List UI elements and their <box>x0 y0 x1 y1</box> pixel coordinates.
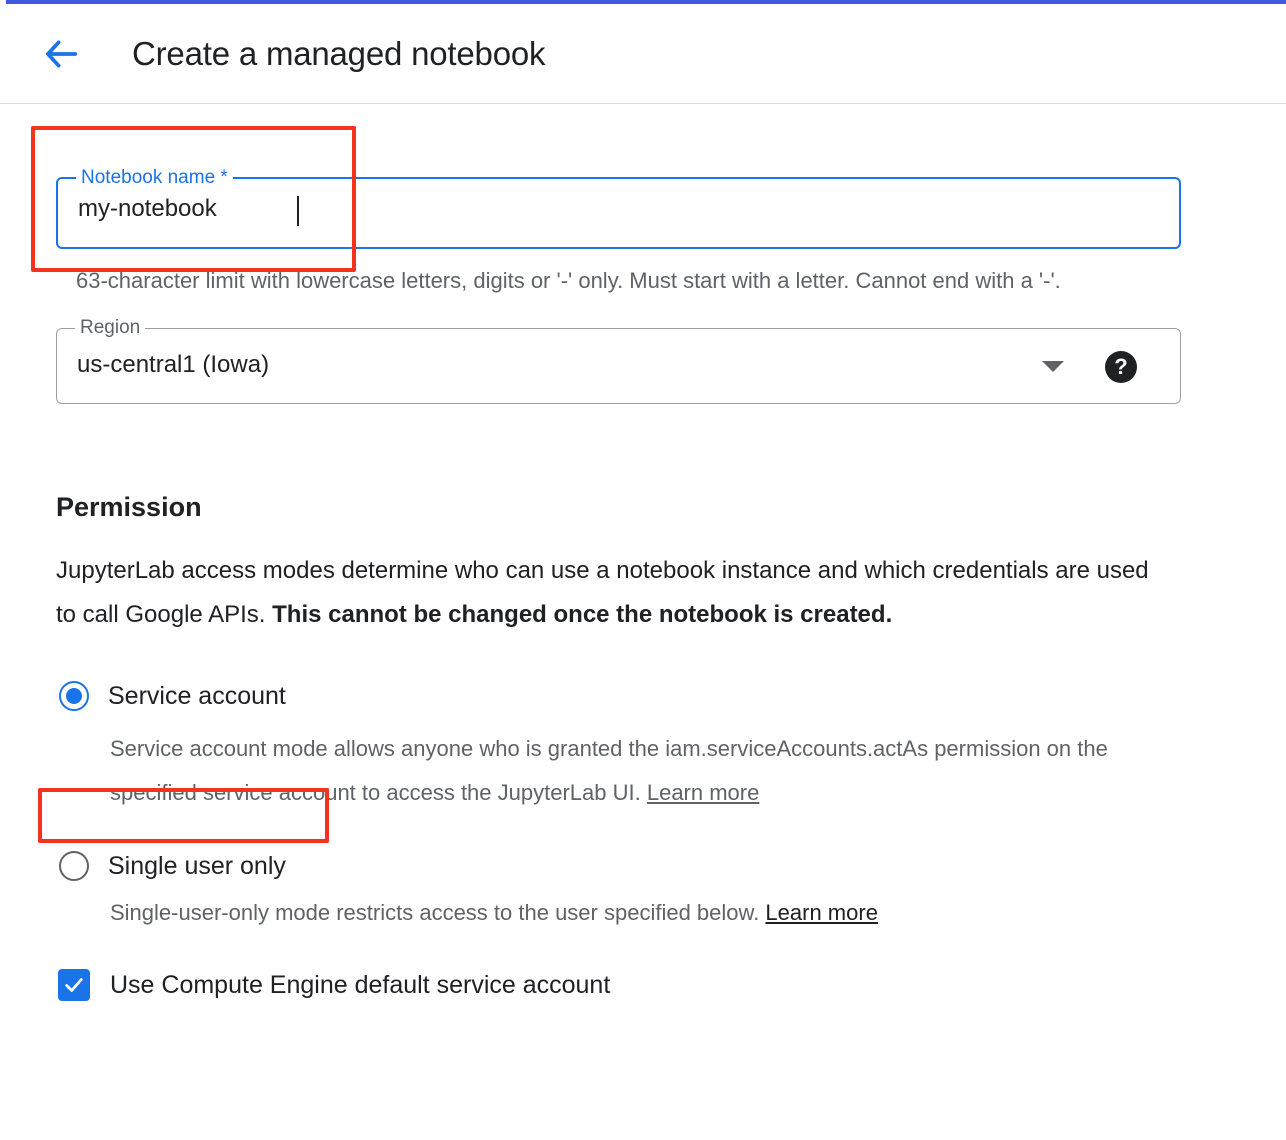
radio-inner-dot <box>66 688 82 704</box>
region-select[interactable] <box>56 317 1181 404</box>
permission-section-title: Permission <box>56 492 202 522</box>
notebook-name-helper-text: 63-character limit with lowercase letters, digits or '-' only. Must start with a letter. Cannot end with a '-'. <box>76 268 1061 293</box>
notebook-name-input[interactable] <box>78 195 1128 223</box>
notebook-name-field[interactable] <box>56 167 1181 249</box>
radio-button-single-user[interactable] <box>59 851 89 881</box>
default-service-account-row[interactable] <box>56 969 1286 1001</box>
region-select-wrapper <box>56 317 1181 404</box>
radio-button-service-account[interactable] <box>59 681 89 711</box>
learn-more-link-service-account[interactable]: Learn more <box>646 780 760 805</box>
checkbox-default-service-account[interactable] <box>58 969 90 1001</box>
checkbox-label-default-service-account: Use Compute Engine default service account <box>110 970 611 999</box>
text-caret <box>297 196 299 226</box>
permission-description <box>56 549 1166 637</box>
radio-option-service-account[interactable] <box>56 671 326 721</box>
help-icon[interactable]: ? <box>1105 351 1137 383</box>
permission-description-bold: This cannot be changed once the notebook is created. <box>272 601 893 628</box>
page-title: Create a managed notebook <box>132 34 546 72</box>
page-header <box>0 4 1286 104</box>
region-label: Region <box>75 317 145 339</box>
radio-help-text-single-user: Single-user-only mode restricts access to the user specified below. <box>110 900 766 925</box>
radio-help-text-service-account: Service account mode allows anyone who is granted the iam.serviceAccounts.actAs permission on the specified service account to access the JupyterLab UI. <box>110 736 1108 805</box>
region-value: us-central1 (Iowa) <box>77 351 270 378</box>
radio-option-single-user[interactable] <box>56 841 326 891</box>
learn-more-link-single-user[interactable]: Learn more <box>765 900 878 925</box>
form-content <box>0 105 1286 1001</box>
arrow-left-icon[interactable] <box>38 30 86 78</box>
notebook-name-label: Notebook name * <box>76 167 233 189</box>
radio-label-single-user: Single user only <box>108 851 286 880</box>
notebook-name-field-wrapper <box>56 167 1181 249</box>
radio-label-service-account: Service account <box>108 681 286 710</box>
permission-description-text: JupyterLab access modes determine who can use a notebook instance and which credentials are used to call Google APIs. <box>56 557 1149 628</box>
radio-help-single-user <box>110 891 1120 935</box>
chevron-down-icon[interactable] <box>1042 361 1064 372</box>
radio-help-service-account <box>110 727 1120 815</box>
